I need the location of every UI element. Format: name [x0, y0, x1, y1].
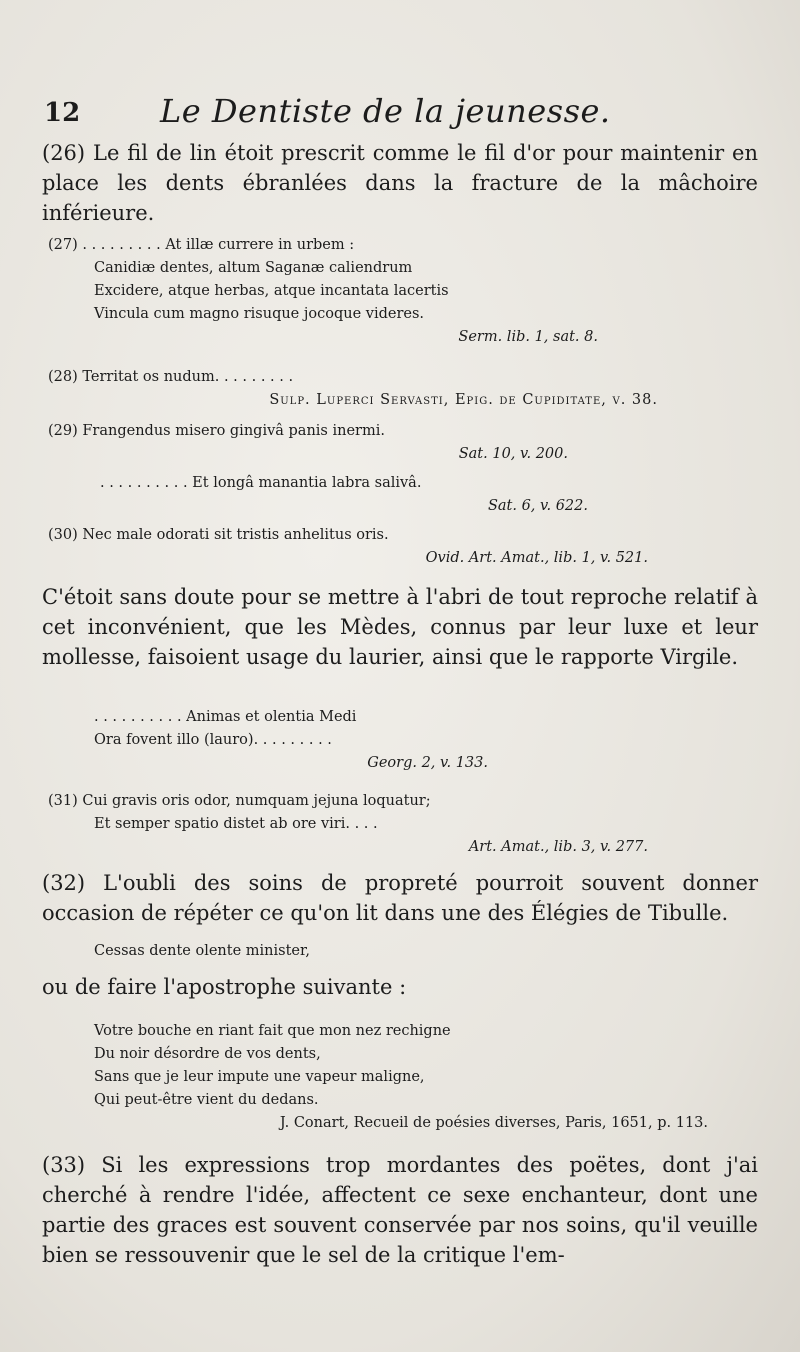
note-31-line-1: (31) Cui gravis oris odor, numquam jejuna loquatur;: [48, 793, 431, 809]
quote-tibulle-line-1: Cessas dente olente minister,: [94, 943, 310, 959]
note-27: [48, 234, 708, 349]
running-title: Le Dentiste de la jeunesse.: [160, 92, 611, 130]
quote-tibulle: [48, 940, 708, 963]
note-29-reference-1: Sat. 10, v. 200.: [458, 446, 568, 462]
note-31-reference: Art. Amat., lib. 3, v. 277.: [468, 839, 648, 855]
note-31-line-2: Et semper spatio distet ab ore viri. . . .: [94, 816, 378, 832]
page-header: [44, 92, 764, 132]
note-33: (33) Si les expressions trop mordantes des poëtes, dont j'ai cherché à rendre l'idée, affectent ce sexe enchanteur, dont une partie des graces est souvent conservée par nos soins, qu'il veuille bien se ressouvenir que le sel de la critique l'em-: [42, 1153, 758, 1267]
note-28-line-1: (28) Territat os nudum. . . . . . . . .: [48, 369, 294, 385]
quote-conart-line-3: Sans que je leur impute une vapeur maligne,: [94, 1069, 425, 1085]
note-27-line-3: Excidere, atque herbas, atque incantata lacertis: [94, 283, 449, 299]
quote-conart-line-4: Qui peut-être vient du dedans.: [94, 1092, 319, 1108]
note-30-line-1: (30) Nec male odorati sit tristis anhelitus oris.: [48, 527, 389, 543]
note-31: [48, 790, 708, 859]
quote-conart-line-2: Du noir désordre de vos dents,: [94, 1046, 321, 1062]
note-27-line-4: Vincula cum magno risuque jocoque videres.: [94, 306, 425, 322]
quote-virgil-line-1: . . . . . . . . . . Animas et olentia Medi: [94, 709, 357, 725]
quote-virgil-reference: Georg. 2, v. 133.: [367, 755, 488, 771]
note-29: [48, 420, 708, 518]
note-26: (26) Le fil de lin étoit prescrit comme le fil d'or pour maintenir en place les dents ébranlées dans la fracture de la mâchoire inférieure.: [42, 141, 758, 225]
note-32: (32) L'oubli des soins de propreté pourroit souvent donner occasion de répéter ce qu'on lit dans une des Élégies de Tibulle.: [42, 871, 758, 925]
paragraph-medes: C'étoit sans doute pour se mettre à l'abri de tout reproche relatif à cet inconvénient, que les Mèdes, connus par leur luxe et leur mollesse, faisoient usage du laurier, ainsi que le rapporte Virgile.: [42, 585, 758, 669]
quote-conart-reference: J. Conart, Recueil de poésies diverses, Paris, 1651, p. 113.: [279, 1115, 708, 1131]
note-27-line-1: (27) . . . . . . . . . At illæ currere in urbem :: [48, 237, 355, 253]
note-29-line-1: (29) Frangendus misero gingivâ panis inermi.: [48, 423, 385, 439]
note-29-reference-2: Sat. 6, v. 622.: [487, 498, 588, 514]
quote-virgil-line-2: Ora fovent illo (lauro). . . . . . . . .: [94, 732, 332, 748]
quote-conart-line-1: Votre bouche en riant fait que mon nez rechigne: [94, 1023, 451, 1039]
note-29-line-2: . . . . . . . . . . Et longâ manantia labra salivâ.: [100, 475, 422, 491]
quote-virgil: [48, 706, 708, 775]
note-27-reference: Serm. lib. 1, sat. 8.: [458, 329, 598, 345]
note-28-reference: Sulp. Luperci Servasti, Epig. de Cupiditate, v. 38.: [269, 392, 658, 408]
note-30: [48, 524, 708, 570]
quote-conart: [48, 1020, 708, 1135]
note-28: [48, 366, 708, 412]
note-27-line-2: Canidiæ dentes, altum Saganæ caliendrum: [94, 260, 413, 276]
paragraph-apostrophe: ou de faire l'apostrophe suivante :: [42, 975, 407, 999]
page-number: 12: [44, 98, 81, 128]
note-30-reference: Ovid. Art. Amat., lib. 1, v. 521.: [425, 550, 648, 566]
